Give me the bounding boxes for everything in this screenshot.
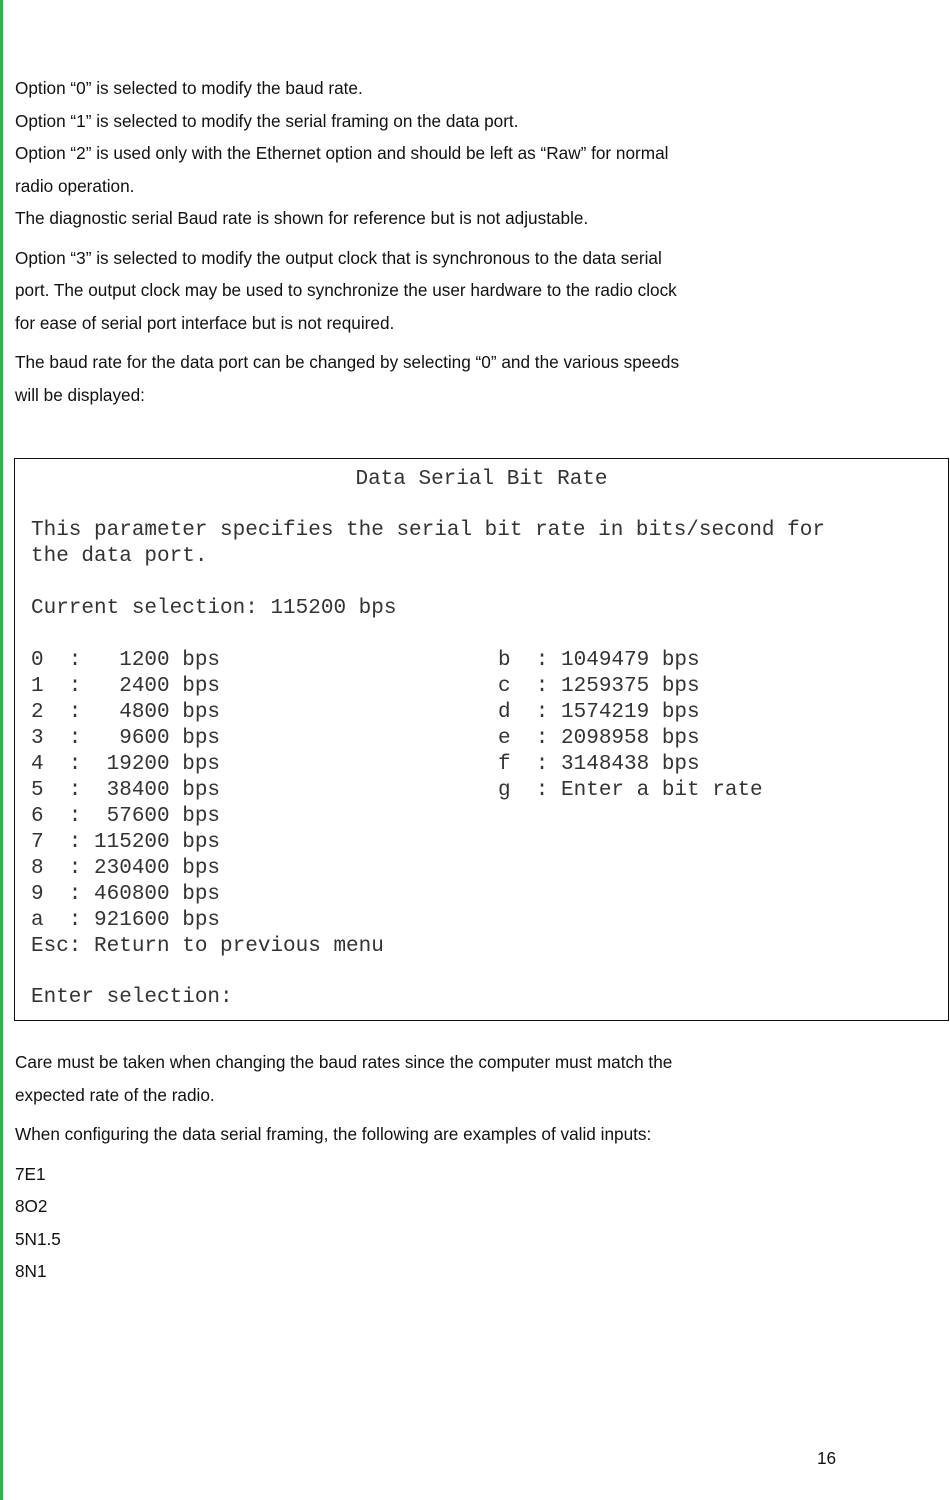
baud-option-5: 5 : 38400 bps xyxy=(31,779,221,802)
framing-intro: When configuring the data serial framing, the following are examples of valid inputs: xyxy=(15,1124,652,1144)
option3-line-3: for ease of serial port interface but is not required. xyxy=(15,312,395,333)
option3-line-2: port. The output clock may be used to synchronize the user hardware to the radio clock xyxy=(15,280,677,300)
intro-line-1: Option “0” is selected to modify the baud rate. xyxy=(15,78,363,98)
intro-line-2: Option “1” is selected to modify the serial framing on the data port. xyxy=(15,110,519,131)
option3-line-1: Option “3” is selected to modify the output clock that is synchronous to the data serial xyxy=(15,247,662,268)
page-number: 16 xyxy=(817,1448,837,1468)
baud-option-f: f : 3148438 bps xyxy=(498,753,700,776)
intro-section xyxy=(15,72,875,411)
baud-option-9: 9 : 460800 bps xyxy=(31,883,221,906)
after-terminal-section xyxy=(15,1046,875,1288)
baud-option-d: d : 1574219 bps xyxy=(498,701,700,724)
framing-example-1: 7E1 xyxy=(15,1163,46,1184)
baud-option-2: 2 : 4800 bps xyxy=(31,701,221,724)
baud-intro-line-1: The baud rate for the data port can be changed by selecting “0” and the various speeds xyxy=(15,352,680,372)
care-line-2: expected rate of the radio. xyxy=(15,1084,215,1105)
baud-option-b: b : 1049479 bps xyxy=(498,649,700,672)
framing-example-3: 5N1.5 xyxy=(15,1228,61,1249)
terminal-esc-option: Esc: Return to previous menu xyxy=(31,935,384,958)
intro-line-3b: radio operation. xyxy=(15,175,135,196)
baud-intro-line-2: will be displayed: xyxy=(15,384,145,405)
baud-option-3: 3 : 9600 bps xyxy=(31,727,221,750)
baud-option-1: 1 : 2400 bps xyxy=(31,675,221,698)
terminal-current-selection: Current selection: 115200 bps xyxy=(31,597,397,620)
intro-line-4: The diagnostic serial Baud rate is shown for reference but is not adjustable. xyxy=(15,208,589,228)
baud-option-7: 7 : 115200 bps xyxy=(31,831,221,854)
framing-example-4: 8N1 xyxy=(15,1261,47,1281)
green-margin-rule xyxy=(0,0,3,1500)
intro-line-3a: Option “2” is used only with the Ethernet option and should be left as “Raw” for normal xyxy=(15,143,669,163)
baud-option-a: a : 921600 bps xyxy=(31,909,221,932)
terminal-menu-box xyxy=(14,458,949,1021)
baud-option-e: e : 2098958 bps xyxy=(498,727,700,750)
baud-option-4: 4 : 19200 bps xyxy=(31,753,221,776)
care-line-1: Care must be taken when changing the baud rates since the computer must match the xyxy=(15,1052,673,1072)
terminal-prompt: Enter selection: xyxy=(31,986,233,1009)
baud-option-6: 6 : 57600 bps xyxy=(31,805,221,828)
terminal-desc-2: the data port. xyxy=(31,545,208,568)
baud-option-g: g : Enter a bit rate xyxy=(498,779,763,802)
baud-option-c: c : 1259375 bps xyxy=(498,675,700,698)
framing-example-2: 8O2 xyxy=(15,1196,48,1216)
terminal-title: Data Serial Bit Rate xyxy=(355,468,608,491)
baud-option-8: 8 : 230400 bps xyxy=(31,857,221,880)
terminal-desc-1: This parameter specifies the serial bit rate in bits/second for xyxy=(31,519,825,542)
baud-option-0: 0 : 1200 bps xyxy=(31,649,221,672)
